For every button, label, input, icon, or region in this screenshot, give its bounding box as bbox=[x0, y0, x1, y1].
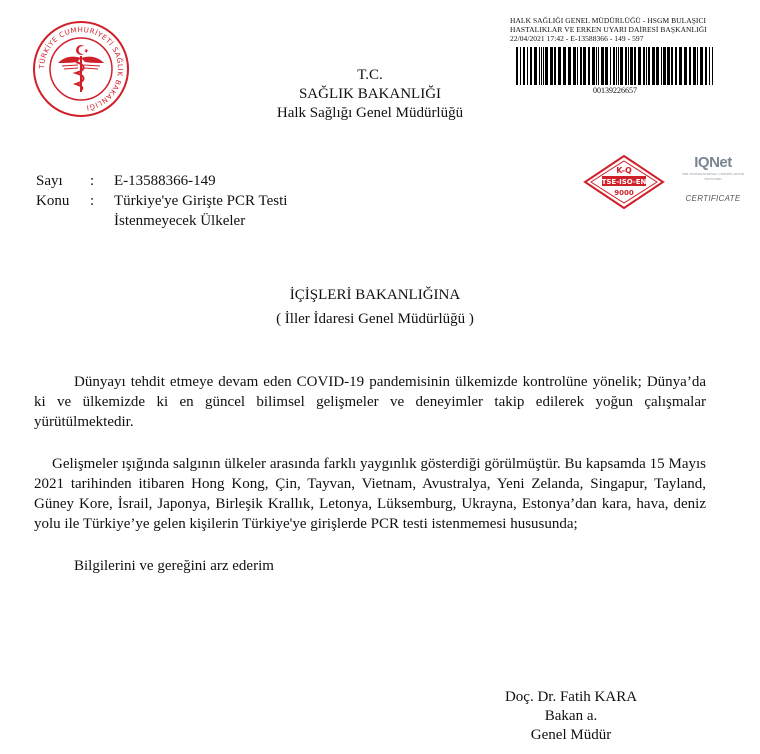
barcode-number: 00139226657 bbox=[593, 86, 637, 95]
body-paragraph-3: Bilgilerini ve gereğini arz ederim bbox=[74, 558, 274, 574]
header-department: Halk Sağlığı Genel Müdürlüğü bbox=[276, 105, 464, 121]
barcode-block bbox=[510, 16, 735, 95]
sayi-colon: : bbox=[90, 173, 95, 189]
recipient-title: İÇİŞLERİ BAKANLIĞINA bbox=[289, 287, 461, 303]
signatory-name: Doç. Dr. Fatih KARA bbox=[504, 689, 638, 705]
iqnet-title: IQNet bbox=[694, 154, 732, 171]
tse-bottom-text: 9000 bbox=[614, 189, 634, 197]
konu-value-line-1: Türkiye'ye Girişte PCR Testi bbox=[114, 193, 288, 209]
document-body bbox=[34, 372, 706, 598]
barcode-line-1: HALK SAĞLIĞI GENEL MÜDÜRLÜĞÜ - HSGM BULAŞICI bbox=[510, 16, 707, 25]
ministry-seal-emblem bbox=[32, 20, 130, 118]
seal-ring-text: TÜRKİYE CUMHURİYETİ SAĞLIK BAKANLIĞI bbox=[37, 25, 125, 112]
iqnet-certificate-logo bbox=[678, 155, 748, 203]
konu-row bbox=[36, 191, 354, 231]
sayi-value: E-13588366-149 bbox=[114, 173, 216, 189]
konu-colon: : bbox=[90, 193, 95, 209]
signatory-role-1: Bakan a. bbox=[544, 708, 598, 724]
document-header bbox=[240, 66, 500, 123]
recipient-block bbox=[200, 283, 550, 331]
iqnet-certificate-label: CERTIFICATE bbox=[685, 194, 741, 203]
signatory-role-2: Genel Müdür bbox=[530, 727, 612, 743]
tse-middle-text: TSE-ISO-EN bbox=[601, 178, 647, 186]
header-ministry: SAĞLIK BAKANLIĞI bbox=[298, 86, 442, 102]
konu-value-line-2: İstenmeyecek Ülkeler bbox=[114, 213, 246, 229]
body-paragraph-1: Dünyayı tehdit etmeye devam eden COVID-19 pandemisinin ülkemizde kontrolüne yönelik; Dünya’da ki ve ülkemizde ki en güncel bilimsel gelişmeler ve deneyimler takip edilerek yoğun çalışmalar yürütülmektedir. bbox=[34, 374, 706, 430]
body-paragraph-2: Gelişmeler ışığında salgının ülkeler arasında farklı yaygınlık gösterdiği görülmüştür. Bu kapsamda 15 Mayıs 2021 tarihinden itibaren Hong Kong, Çin, Tayvan, Vietnam, Avustralya, Yeni Zelanda, Singapur, Tayland, Güney Kore, İsrail, Japonya, Birleşik Krallık, Letonya, Lüksemburg, Ukrayna, Estonya’dan kara, hava, deniz yolu ile Türkiye’ye gelen kişilerin Türkiye'ye girişlerde PCR testi istenmemesi hususunda; bbox=[34, 456, 706, 532]
sayi-label: Sayı bbox=[36, 173, 63, 189]
tse-diamond-icon bbox=[583, 154, 665, 210]
barcode-line-3: 22/04/2021 17:42 - E-13588366 - 149 - 597 bbox=[510, 34, 644, 43]
tse-top-text: K-Q bbox=[616, 166, 632, 175]
konu-label: Konu bbox=[36, 193, 70, 209]
document-meta bbox=[36, 171, 354, 231]
tse-certificate-logo bbox=[583, 154, 665, 210]
recipient-subtitle: ( İller İdaresi Genel Müdürlüğü ) bbox=[276, 311, 474, 327]
header-country: T.C. bbox=[357, 67, 383, 83]
barcode-icon bbox=[510, 47, 720, 85]
barcode-line-2: HASTALIKLAR VE ERKEN UYARI DAİRESİ BAŞKANLIĞI bbox=[510, 25, 707, 34]
sayi-row bbox=[36, 171, 354, 191]
signature-block bbox=[486, 688, 656, 745]
ministry-seal bbox=[32, 20, 130, 118]
iqnet-subtitle: THE INTERNATIONAL CERTIFICATION NETWORK bbox=[681, 172, 745, 181]
konu-value bbox=[114, 191, 354, 231]
